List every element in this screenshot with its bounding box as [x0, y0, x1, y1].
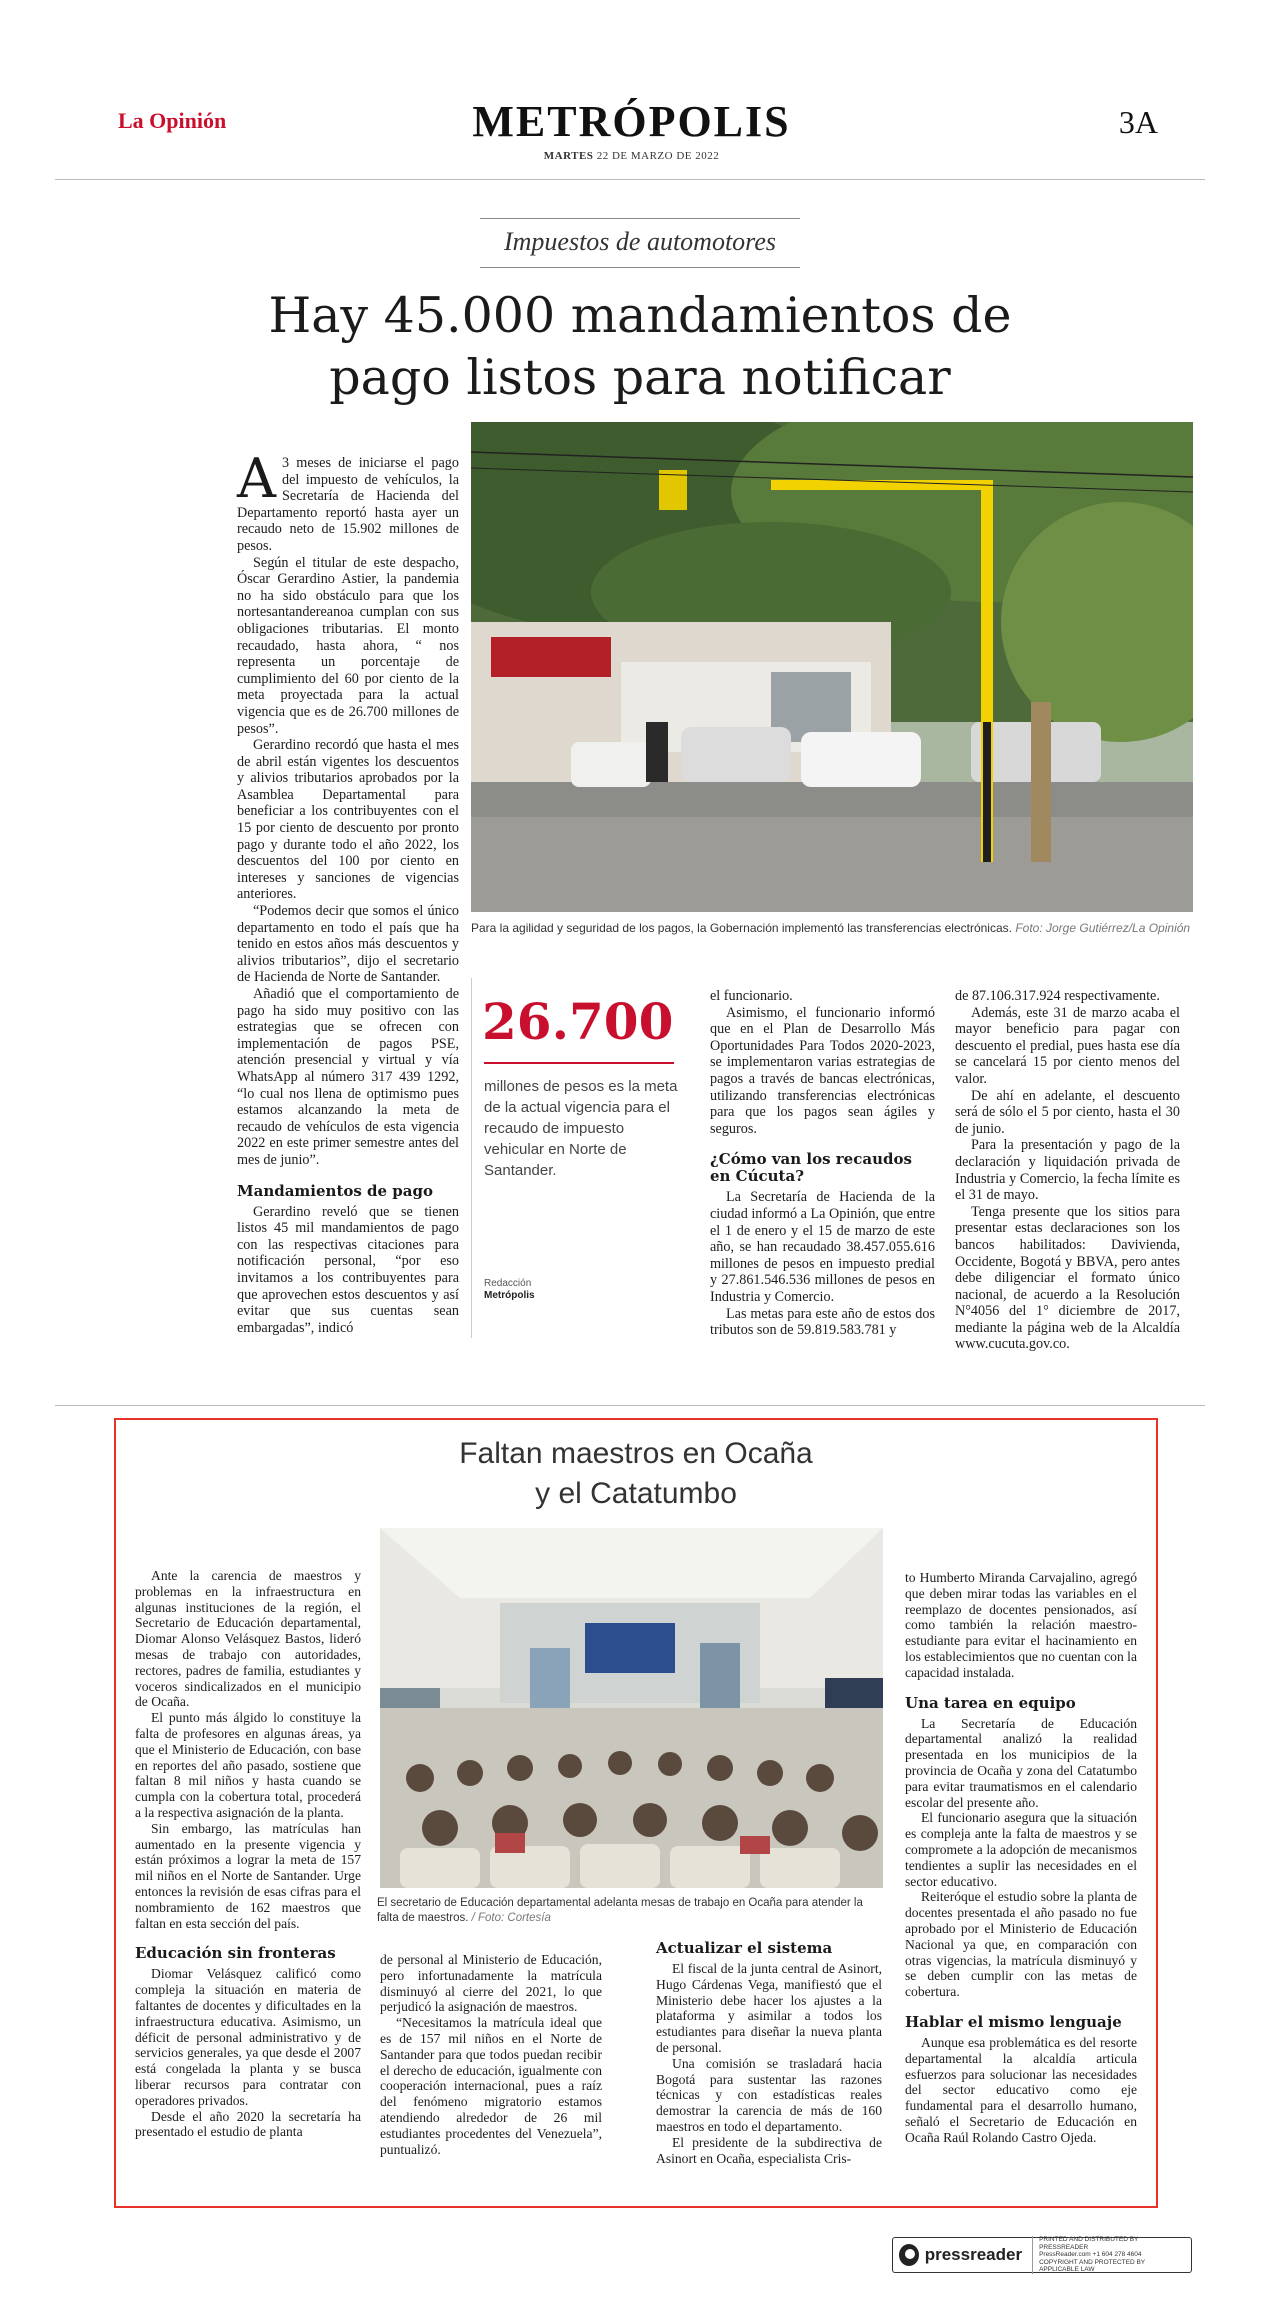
- paragraph: Una comisión se trasladará hacia Bogotá para sustentar las razones técnicas y con estadísticas reales demostrar la carencia de más de 160 maestros en todo el departamento.: [656, 2055, 882, 2134]
- article2-column-2: [380, 1952, 602, 2157]
- stat-number: 26.700: [482, 992, 674, 1051]
- header-divider: [55, 179, 1205, 180]
- article-divider: [55, 1405, 1205, 1406]
- article-headline: [160, 285, 1120, 409]
- photo-credit: / Foto: Cortesía: [471, 1912, 551, 1924]
- date-day: MARTES: [543, 150, 594, 162]
- paragraph: La Secretaría de Educación departamental analizó la realidad presentada en los municipios de la provincia de Ocaña y zona del Catatumbo para evitar traumatismos en el calendario escolar del presente año.: [905, 1715, 1137, 1810]
- paragraph: Gerardino reveló que se tienen listos 45 mil mandamientos de pago con las respectivas citaciones para notificación personal, “por eso invitamos a los contribuyentes para que aprovechen estos descuentos y así evitar que sus cuentas sean embargadas”, indicó: [237, 1203, 459, 1336]
- paragraph: La Secretaría de Hacienda de la ciudad informó a La Opinión, que entre el 1 de enero y el 15 de marzo de este año, se han recaudado 38.457.055.616 millones de pesos en impuesto predial y 27.861.546.536 millones de pesos en Industria y Comercio.: [710, 1189, 935, 1305]
- article2-column-3: [656, 1940, 882, 2166]
- paragraph: El presidente de la subdirectiva de Asinort en Ocaña, especialista Cris-: [656, 2134, 882, 2166]
- paragraph: “Necesitamos la matrícula ideal que es de 157 mil niños en el Norte de Santander para que todos puedan recibir el derecho de educación, igualmente con cooperación internacional, pues a raíz del fenómeno migratorio estamos atendiendo alrededor de 26 mil estudiantes procedentes del Venezuela”, puntualizó.: [380, 2015, 602, 2157]
- newspaper-logo: La Opinión: [118, 108, 227, 133]
- paragraph: De ahí en adelante, el descuento será de sólo el 5 por ciento, hasta el 30 de junio.: [955, 1087, 1180, 1137]
- pressreader-line-2: PressReader.com +1 604 278 4604: [1039, 2251, 1142, 2259]
- meeting-photo: [380, 1528, 883, 1888]
- paragraph: Añadió que el comportamiento de pago ha sido muy positivo con las estrategias que se ofrecen con implementación de pagos PSE, atención presencial y virtual y vía WhatsApp al número 317 439 1292, “lo cual nos llena de optimismo pues estamos alcanzando la meta de recaudo de vehículos de esta vigencia 2022 en este primer semestre antes del mes de junio”.: [237, 986, 459, 1168]
- byline: [484, 1278, 535, 1302]
- pressreader-notice: [1032, 2236, 1185, 2274]
- lead-text: 3 meses de iniciarse el pago del impuesto de vehículos, la Secretaría de Hacienda del Departamento reportó hasta ayer un recaudo neto de 15.902 millones de pesos.: [237, 455, 459, 554]
- paragraph: El punto más álgido lo constituye la falta de profesores en algunas áreas, ya que el Ministerio de Educación, con base en reportes del año pasado, sostiene que faltan 8 mil niños y hasta cuando se cumpla con la cobertura total, procederá a la respectiva asignación de la planta.: [135, 1710, 361, 1820]
- paragraph: Ante la carencia de maestros y problemas en la infraestructura en algunas instituciones de la región, el Secretario de Educación departamental, Diomar Alonso Velásquez Bastos, lideró mesas de trabajo con autoridades, rectores, padres de familia, estudiantes y voceros sindicalizados en el municipio de Ocaña.: [135, 1568, 361, 1710]
- paragraph: Sin embargo, las matrículas han aumentado en la presente vigencia y están próximos a lograr la meta de 157 mil niños en el Norte de Santander. Urge entonces la revisión de esas cifras para el nombramiento de 162 maestros que faltan en esta sección del país.: [135, 1820, 361, 1931]
- street-photo: [471, 422, 1193, 912]
- paragraph: Además, este 31 de marzo acaba el mayor beneficio para pagar con descuento el predial, pues hasta ese día se cancelará 15 por ciento menos del valor.: [955, 1004, 1180, 1087]
- stat-box: [471, 978, 683, 1338]
- subheading: Mandamientos de pago: [237, 1181, 434, 1200]
- photo-credit: Foto: Jorge Gutiérrez/La Opinión: [1015, 921, 1191, 935]
- paragraph: el funcionario.: [710, 988, 793, 1004]
- pressreader-line-3: COPYRIGHT AND PROTECTED BY APPLICABLE LAW: [1039, 2258, 1146, 2274]
- headline-line-1: Hay 45.000 mandamientos de: [268, 287, 1012, 344]
- byline-label: Redacción: [484, 1278, 532, 1289]
- article2-column-4: [905, 1570, 1137, 2146]
- paragraph: Según el titular de este despacho, Óscar Gerardino Astier, la pandemia no ha sido obstáculo para que los nortesantandereanoa cumplan con sus obligaciones tributarias. El monto recaudado, hasta ahora, “ nos representa un porcentaje de cumplimiento del 60 por ciento de la meta proyectada para la actual vigencia que es de 26.700 millones de pesos”.: [237, 554, 459, 737]
- byline-name: Metrópolis: [484, 1290, 535, 1301]
- subheading: ¿Cómo van los recaudos en Cúcuta?: [710, 1150, 912, 1186]
- article2-column-1: [135, 1568, 361, 2140]
- paragraph: El funcionario asegura que la situación es compleja ante la falta de maestros y se compromete a la adopción de mecanismos tendientes a suplir las necesidades en el sector educativo.: [905, 1810, 1137, 1889]
- issue-date: [0, 150, 1263, 162]
- paragraph: Gerardino recordó que hasta el mes de abril están vigentes los descuentos y alivios tributarios aprobados por la Asamblea Departamental para beneficiar a los contribuyentes con el 15 por ciento de descuento por pronto pago y durante todo el año 2022, los descuentos del 100 por ciento en intereses y sanciones de vigencias anteriores.: [237, 737, 459, 903]
- article1-column-4: [955, 988, 1180, 1353]
- article1-column-3: [710, 988, 935, 1339]
- drop-cap: A: [237, 447, 276, 510]
- paragraph: Desde el año 2020 la secretaría ha presentado el estudio de planta: [135, 2108, 361, 2140]
- photo-caption: [377, 1896, 877, 1926]
- lead-paragraph: [237, 447, 459, 555]
- page-number: 3A: [1118, 104, 1158, 140]
- paragraph: de personal al Ministerio de Educación, pero infortunadamente la matrícula disminuyó al cierre del 2021, lo que perjudicó la asignación de maestros.: [380, 1952, 602, 2015]
- paragraph: Diomar Velásquez calificó como compleja la situación en materia de faltantes de docentes y dificultades en la infraestructura educativa. Asimismo, un déficit de personal administrativo y de servicios generales, ya que desde el 2007 está congelada la planta y se busca liberar recursos para contratar con operadores privados.: [135, 1966, 361, 2108]
- section-title: METRÓPOLIS: [472, 97, 791, 146]
- paragraph: “Podemos decir que somos el único departamento en todo el país que ha tenido en estos años más descuentos y alivios tributarios”, dijo el secretario de Hacienda de Norte de Santander.: [237, 903, 459, 986]
- paragraph: Las metas para este año de estos dos tributos son de 59.819.583.781 y: [710, 1305, 935, 1339]
- subheading: Educación sin fronteras: [135, 1944, 336, 1963]
- subheading: Actualizar el sistema: [656, 1939, 833, 1957]
- pressreader-logo-icon: [899, 2244, 919, 2266]
- paragraph: El fiscal de la junta central de Asinort, Hugo Cárdenas Vega, manifiestó que el Ministerio debe hacer los ajustes a la plataforma y asimilar a todos los estudiantes para diseñar la nueva planta de personal.: [656, 1961, 882, 2055]
- paragraph: de 87.106.317.924 respectivamente.: [955, 988, 1160, 1004]
- pressreader-badge: [892, 2237, 1192, 2273]
- stat-divider: [484, 1062, 674, 1064]
- title-line-2: y el Catatumbo: [535, 1477, 737, 1510]
- article1-column-1: [237, 447, 459, 1336]
- paragraph: to Humberto Miranda Carvajalino, agregó que deben mirar todas las variables en el reemplazo de docentes pensionados, así como también la relación maestro-estudiante para evitar el hacinamiento en los establecimientos que no cuentan con la capacidad instalada.: [905, 1570, 1137, 1680]
- paragraph: Aunque esa problemática es del resorte departamental la alcaldía articula esfuerzos para solucionar las necesidades del sector educativo como eje fundamental para el desarrollo humano, señaló el Secretario de Educación en Ocaña Raúl Rolando Castro Ojeda.: [905, 2034, 1137, 2145]
- subheading: Una tarea en equipo: [905, 1693, 1076, 1712]
- paragraph: Para la presentación y pago de la declaración y liquidación privada de Industria y Comercio, la fecha límite es el 31 de mayo.: [955, 1137, 1180, 1204]
- paragraph: Reiteróque el estudio sobre la planta de docentes presentada el año pasado no fue aprobado por el Ministerio de Educación Nacional ya que, en comparación con otras vigencias, la matrícula disminuyó y se deben cumplir con las metas de cobertura.: [905, 1889, 1137, 2000]
- pressreader-line-1: PRINTED AND DISTRIBUTED BY PRESSREADER: [1039, 2236, 1139, 2251]
- photo-caption: [471, 920, 1193, 936]
- date-rest: 22 DE MARZO DE 2022: [593, 150, 720, 162]
- paragraph: Tenga presente que los sitios para presentar estas declaraciones son los bancos habilitados: Davivienda, Occidente, Bogotá y BBVA, pero antes debe diligenciar el formato único nacional, de acuerdo a la Resolución N°4056 del 1° diciembre de 2017, mediante la página web de la Alcaldía www.cucuta.gov.co.: [955, 1203, 1180, 1353]
- article-kicker: Impuestos de automotores: [480, 218, 800, 268]
- title-line-1: Faltan maestros en Ocaña: [459, 1437, 813, 1470]
- stat-description: millones de pesos es la meta de la actual vigencia para el recaudo de impuesto vehicular en Norte de Santander.: [484, 1078, 678, 1179]
- caption-text: Para la agilidad y seguridad de los pagos, la Gobernación implementó las transferencias electrónicas.: [471, 921, 1012, 935]
- subheading: Hablar el mismo lenguaje: [905, 2012, 1122, 2031]
- pressreader-name: pressreader: [924, 2245, 1023, 2264]
- article2-title: [114, 1434, 1158, 1514]
- caption-text: El secretario de Educación departamental adelanta mesas de trabajo en Ocaña para atender la falta de maestros.: [377, 1897, 863, 1924]
- paragraph: Asimismo, el funcionario informó que en el Plan de Desarrollo Más Oportunidades Para Todos 2020-2023, se implementaron varias estrategias de pagos a través de bancas electrónicas, utilizando transferencias electrónicas para que los pagos sean ágiles y seguros.: [710, 1004, 935, 1137]
- headline-line-2: pago listos para notificar: [329, 349, 951, 406]
